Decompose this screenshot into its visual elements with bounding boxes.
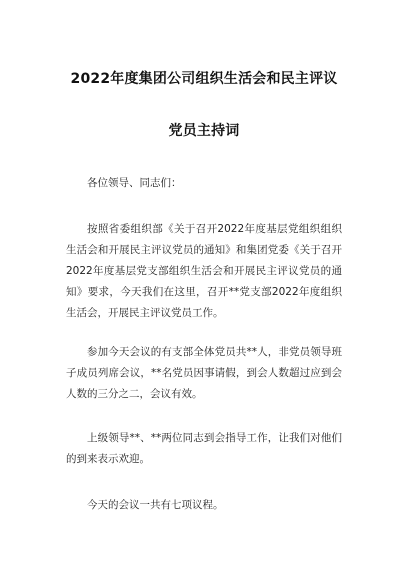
document-title-line-1: 2022年度集团公司组织生活会和民主评议	[70, 71, 338, 87]
paragraph-meeting-purpose: 按照省委组织部《关于召开2022年度基层党组织组织生活会和开展民主评议党员的通知》和集团党委《关于召开2022年度基层党支部组织生活会和开展民主评议党员的通知》要求，今天我们在这里，召开**党支部2022年度组织生活会，开展民主评议党员工作。	[66, 223, 342, 319]
document-title-line-2: 党员主持词	[168, 123, 240, 139]
paragraph-agenda: 今天的会议一共有七项议程。	[87, 499, 224, 511]
salutation: 各位领导、同志们：	[87, 177, 182, 189]
paragraph-attendance: 参加今天会议的有支部全体党员共**人，非党员领导班子成员列席会议，**名党员因事请假，到会人数超过应到会人数的三分之二，会议有效。	[66, 346, 342, 400]
paragraph-guests: 上级领导**、**两位同志到会指导工作，让我们对他们的到来表示欢迎。	[66, 432, 342, 465]
